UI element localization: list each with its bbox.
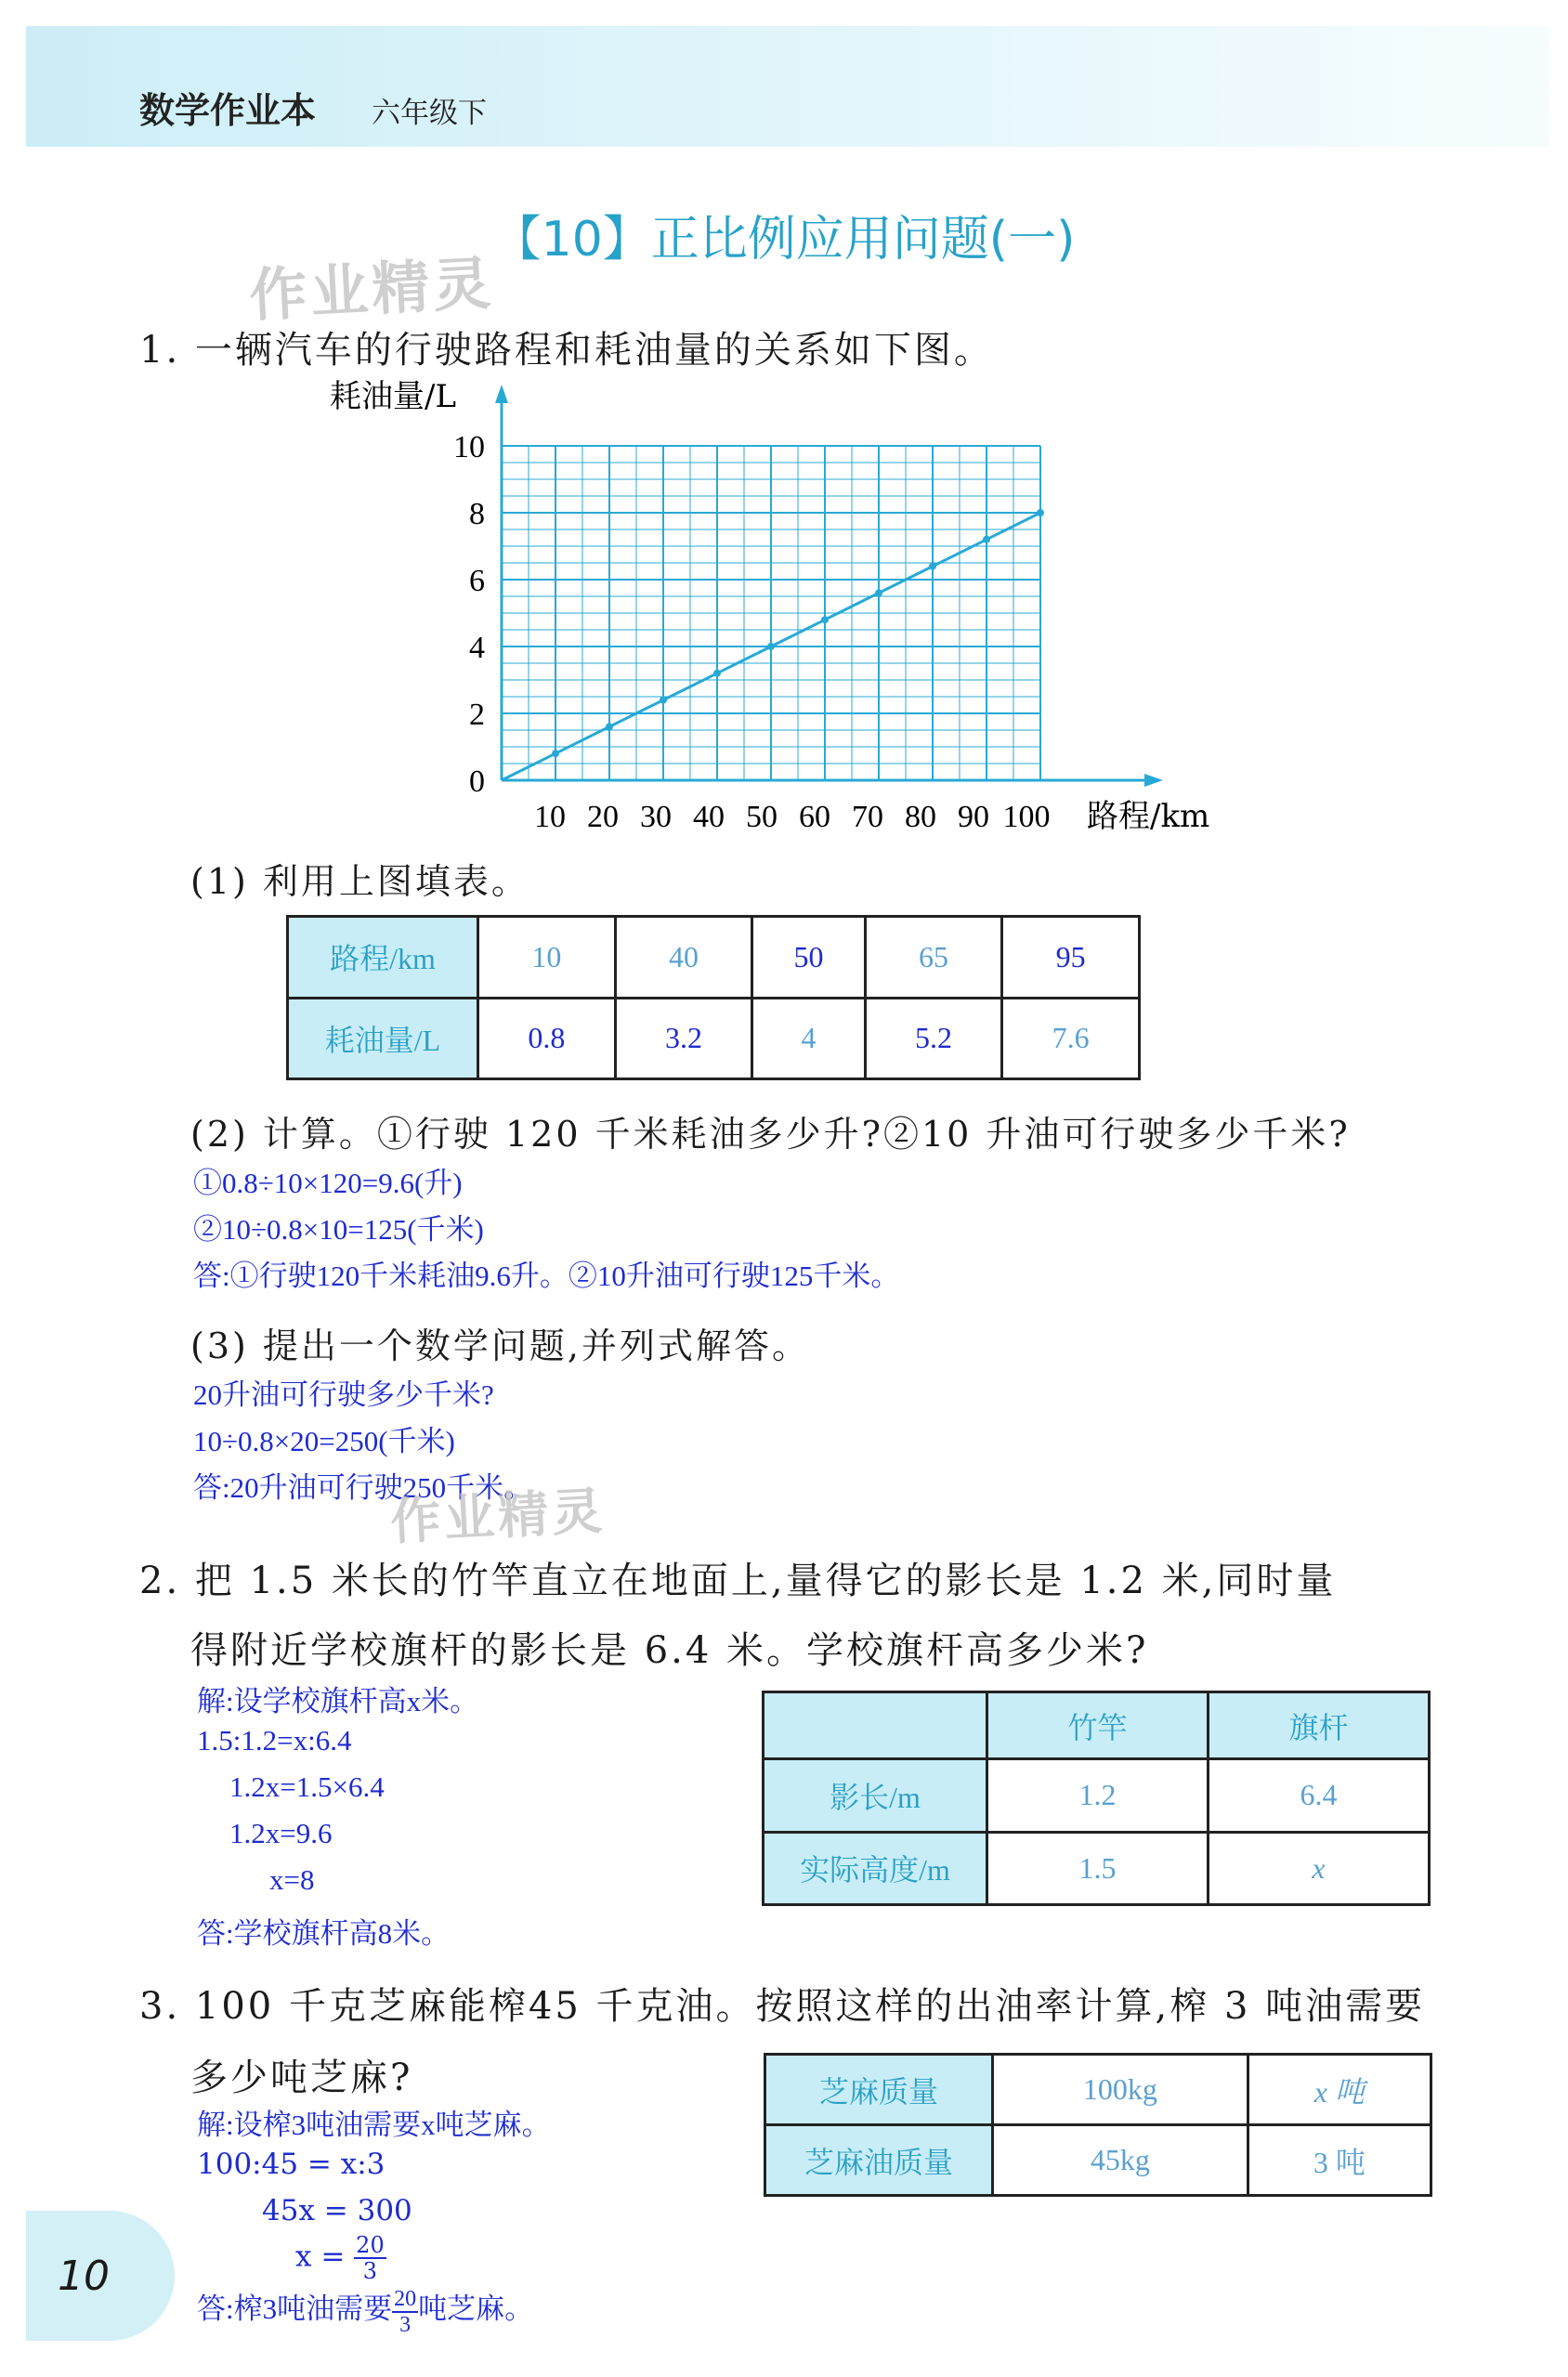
data-point xyxy=(767,643,775,650)
q1-table-cell: 3.2 xyxy=(615,998,752,1079)
q3-solution-line: 解:设榨3吨油需要x吨芝麻。 xyxy=(197,2109,551,2141)
q1-ans3-line: 答:20升油可行驶250千米。 xyxy=(193,1471,533,1504)
q2-table xyxy=(762,1691,1431,1906)
q2-table-cell: 6.4 xyxy=(1209,1759,1430,1832)
q3-solution-line: 100:45 = x:3 xyxy=(197,2148,385,2181)
watermark: 作业精灵 xyxy=(388,1481,608,1552)
fraction-numerator: 20 xyxy=(394,2286,417,2311)
fraction-denominator: 3 xyxy=(399,2312,412,2337)
q3-answer xyxy=(197,2285,533,2337)
q1-table-cell: 7.6 xyxy=(1002,998,1140,1079)
q2-line1: 2. 把 1.5 米长的竹竿直立在地面上,量得它的影长是 1.2 米,同时量 xyxy=(139,1560,1337,1602)
q3-answer-pre: 答:榨3吨油需要 xyxy=(197,2292,393,2325)
grade-label: 六年级下 xyxy=(372,97,487,130)
q3-table xyxy=(764,2053,1432,2197)
q1-ans2-line: ②10÷0.8×10=125(千米) xyxy=(193,1213,484,1246)
q2-solution-line: 1.2x=1.5×6.4 xyxy=(229,1770,385,1803)
q1-table-cell: 0.8 xyxy=(478,998,616,1079)
data-point xyxy=(875,589,882,596)
data-point xyxy=(1037,509,1044,516)
q3-table-cell: x 吨 xyxy=(1248,2055,1431,2125)
q1-table-cell: 5.2 xyxy=(865,998,1002,1079)
q3-x-equals: x = xyxy=(295,2240,346,2274)
y-tick-label: 0 xyxy=(469,764,485,799)
q2-table-label: 影长/m xyxy=(764,1759,987,1832)
q1-table-cell: 95 xyxy=(1002,917,1140,999)
q1-part1: (1) 利用上图填表。 xyxy=(190,861,529,902)
q1-table-label-distance: 路程/km xyxy=(288,917,478,999)
q1-part3: (3) 提出一个数学问题,并列式解答。 xyxy=(190,1326,810,1366)
q1-ans3-line: 10÷0.8×20=250(千米) xyxy=(193,1425,455,1457)
q2-solution-line: 答:学校旗杆高8米。 xyxy=(197,1917,451,1950)
section-title: 【10】正比例应用问题(一) xyxy=(492,212,1076,268)
q1-table-cell: 10 xyxy=(478,917,616,999)
y-tick-label: 2 xyxy=(469,698,485,732)
q3-table-cell: 100kg xyxy=(993,2055,1248,2125)
x-tick-label: 10 xyxy=(534,800,566,834)
x-tick-label: 30 xyxy=(640,800,672,834)
chart-axes xyxy=(495,385,1163,787)
y-tick-label: 8 xyxy=(469,497,485,531)
data-point xyxy=(552,750,559,757)
data-point xyxy=(606,723,613,730)
x-axis-arrow xyxy=(1144,774,1163,787)
q2-table-corner xyxy=(764,1692,987,1759)
q1-ans2-line: 答:①行驶120千米耗油9.6升。②10升油可行驶125千米。 xyxy=(193,1260,900,1292)
fraction-denominator: 3 xyxy=(362,2258,378,2284)
data-point xyxy=(660,697,667,704)
q1-table xyxy=(286,915,1141,1080)
chart xyxy=(316,372,1245,855)
x-tick-label: 40 xyxy=(693,800,725,834)
q2-table-cell: 1.2 xyxy=(987,1759,1209,1832)
q3-solution-line: 45x = 300 xyxy=(262,2194,412,2227)
fraction xyxy=(354,2233,386,2283)
x-tick-label: 20 xyxy=(587,800,619,834)
data-point xyxy=(821,616,829,623)
chart-ticks xyxy=(453,430,1051,834)
q1-table-cell: 4 xyxy=(752,998,865,1079)
q3-table-label: 芝麻油质量 xyxy=(765,2125,993,2196)
q2-table-cell: 1.5 xyxy=(987,1832,1209,1904)
chart-series xyxy=(502,509,1044,780)
x-tick-label: 90 xyxy=(958,800,989,834)
q1-table-cell: 65 xyxy=(865,917,1002,999)
chart-ylabel: 耗油量/L xyxy=(330,378,457,415)
q2-line2: 得附近学校旗杆的影长是 6.4 米。学校旗杆高多少米? xyxy=(190,1629,1149,1672)
q1-part2: (2) 计算。①行驶 120 千米耗油多少升?②10 升油可行驶多少千米? xyxy=(190,1114,1351,1155)
q1-ans3-line: 20升油可行驶多少千米? xyxy=(193,1378,494,1411)
x-tick-label: 50 xyxy=(746,800,777,834)
y-tick-label: 6 xyxy=(469,564,485,598)
q3-line1: 3. 100 千克芝麻能榨45 千克油。按照这样的出油率计算,榨 3 吨油需要 xyxy=(139,1985,1426,2028)
q3-table-cell: 45kg xyxy=(993,2125,1248,2196)
data-point xyxy=(983,536,990,543)
fraction-numerator: 20 xyxy=(356,2232,385,2258)
q2-table-header: 旗杆 xyxy=(1209,1692,1430,1759)
q2-table-header: 竹竿 xyxy=(987,1692,1209,1759)
q3-line2: 多少吨芝麻? xyxy=(190,2057,413,2099)
q2-solution-line: 1.2x=9.6 xyxy=(229,1817,333,1849)
watermark: 作业精灵 xyxy=(247,249,497,330)
q1-table-cell: 40 xyxy=(615,917,752,999)
x-tick-label: 70 xyxy=(852,800,883,834)
y-axis-arrow xyxy=(495,385,508,403)
book-title: 数学作业本 xyxy=(139,90,317,131)
q1-text: 1. 一辆汽车的行驶路程和耗油量的关系如下图。 xyxy=(139,329,994,372)
q2-table-label: 实际高度/m xyxy=(764,1832,987,1904)
data-point xyxy=(929,563,936,570)
data-point xyxy=(713,670,721,677)
y-tick-label: 10 xyxy=(453,430,485,464)
q3-table-cell: 3 吨 xyxy=(1248,2125,1431,2196)
q2-table-cell: x xyxy=(1209,1832,1430,1904)
q1-table-label-fuel: 耗油量/L xyxy=(288,998,478,1079)
q2-solution-line: 1.5:1.2=x:6.4 xyxy=(197,1724,352,1757)
q1-ans2-line: ①0.8÷10×120=9.6(升) xyxy=(193,1167,463,1199)
q3-solution-fraction-line xyxy=(295,2233,386,2283)
x-tick-label: 100 xyxy=(1002,800,1051,834)
q2-solution-line: x=8 xyxy=(269,1863,315,1896)
x-tick-label: 80 xyxy=(905,800,936,834)
page-number: 10 xyxy=(58,2253,110,2300)
q3-answer-post: 吨芝麻。 xyxy=(418,2292,534,2325)
chart-xlabel: 路程/km xyxy=(1087,798,1210,835)
q2-solution-line: 解:设学校旗杆高x米。 xyxy=(197,1685,479,1717)
x-tick-label: 60 xyxy=(799,800,830,834)
fraction xyxy=(392,2287,418,2337)
q3-table-label: 芝麻质量 xyxy=(765,2055,993,2125)
q1-table-cell: 50 xyxy=(752,917,865,999)
y-tick-label: 4 xyxy=(469,631,485,665)
chart-grid xyxy=(502,446,1040,780)
